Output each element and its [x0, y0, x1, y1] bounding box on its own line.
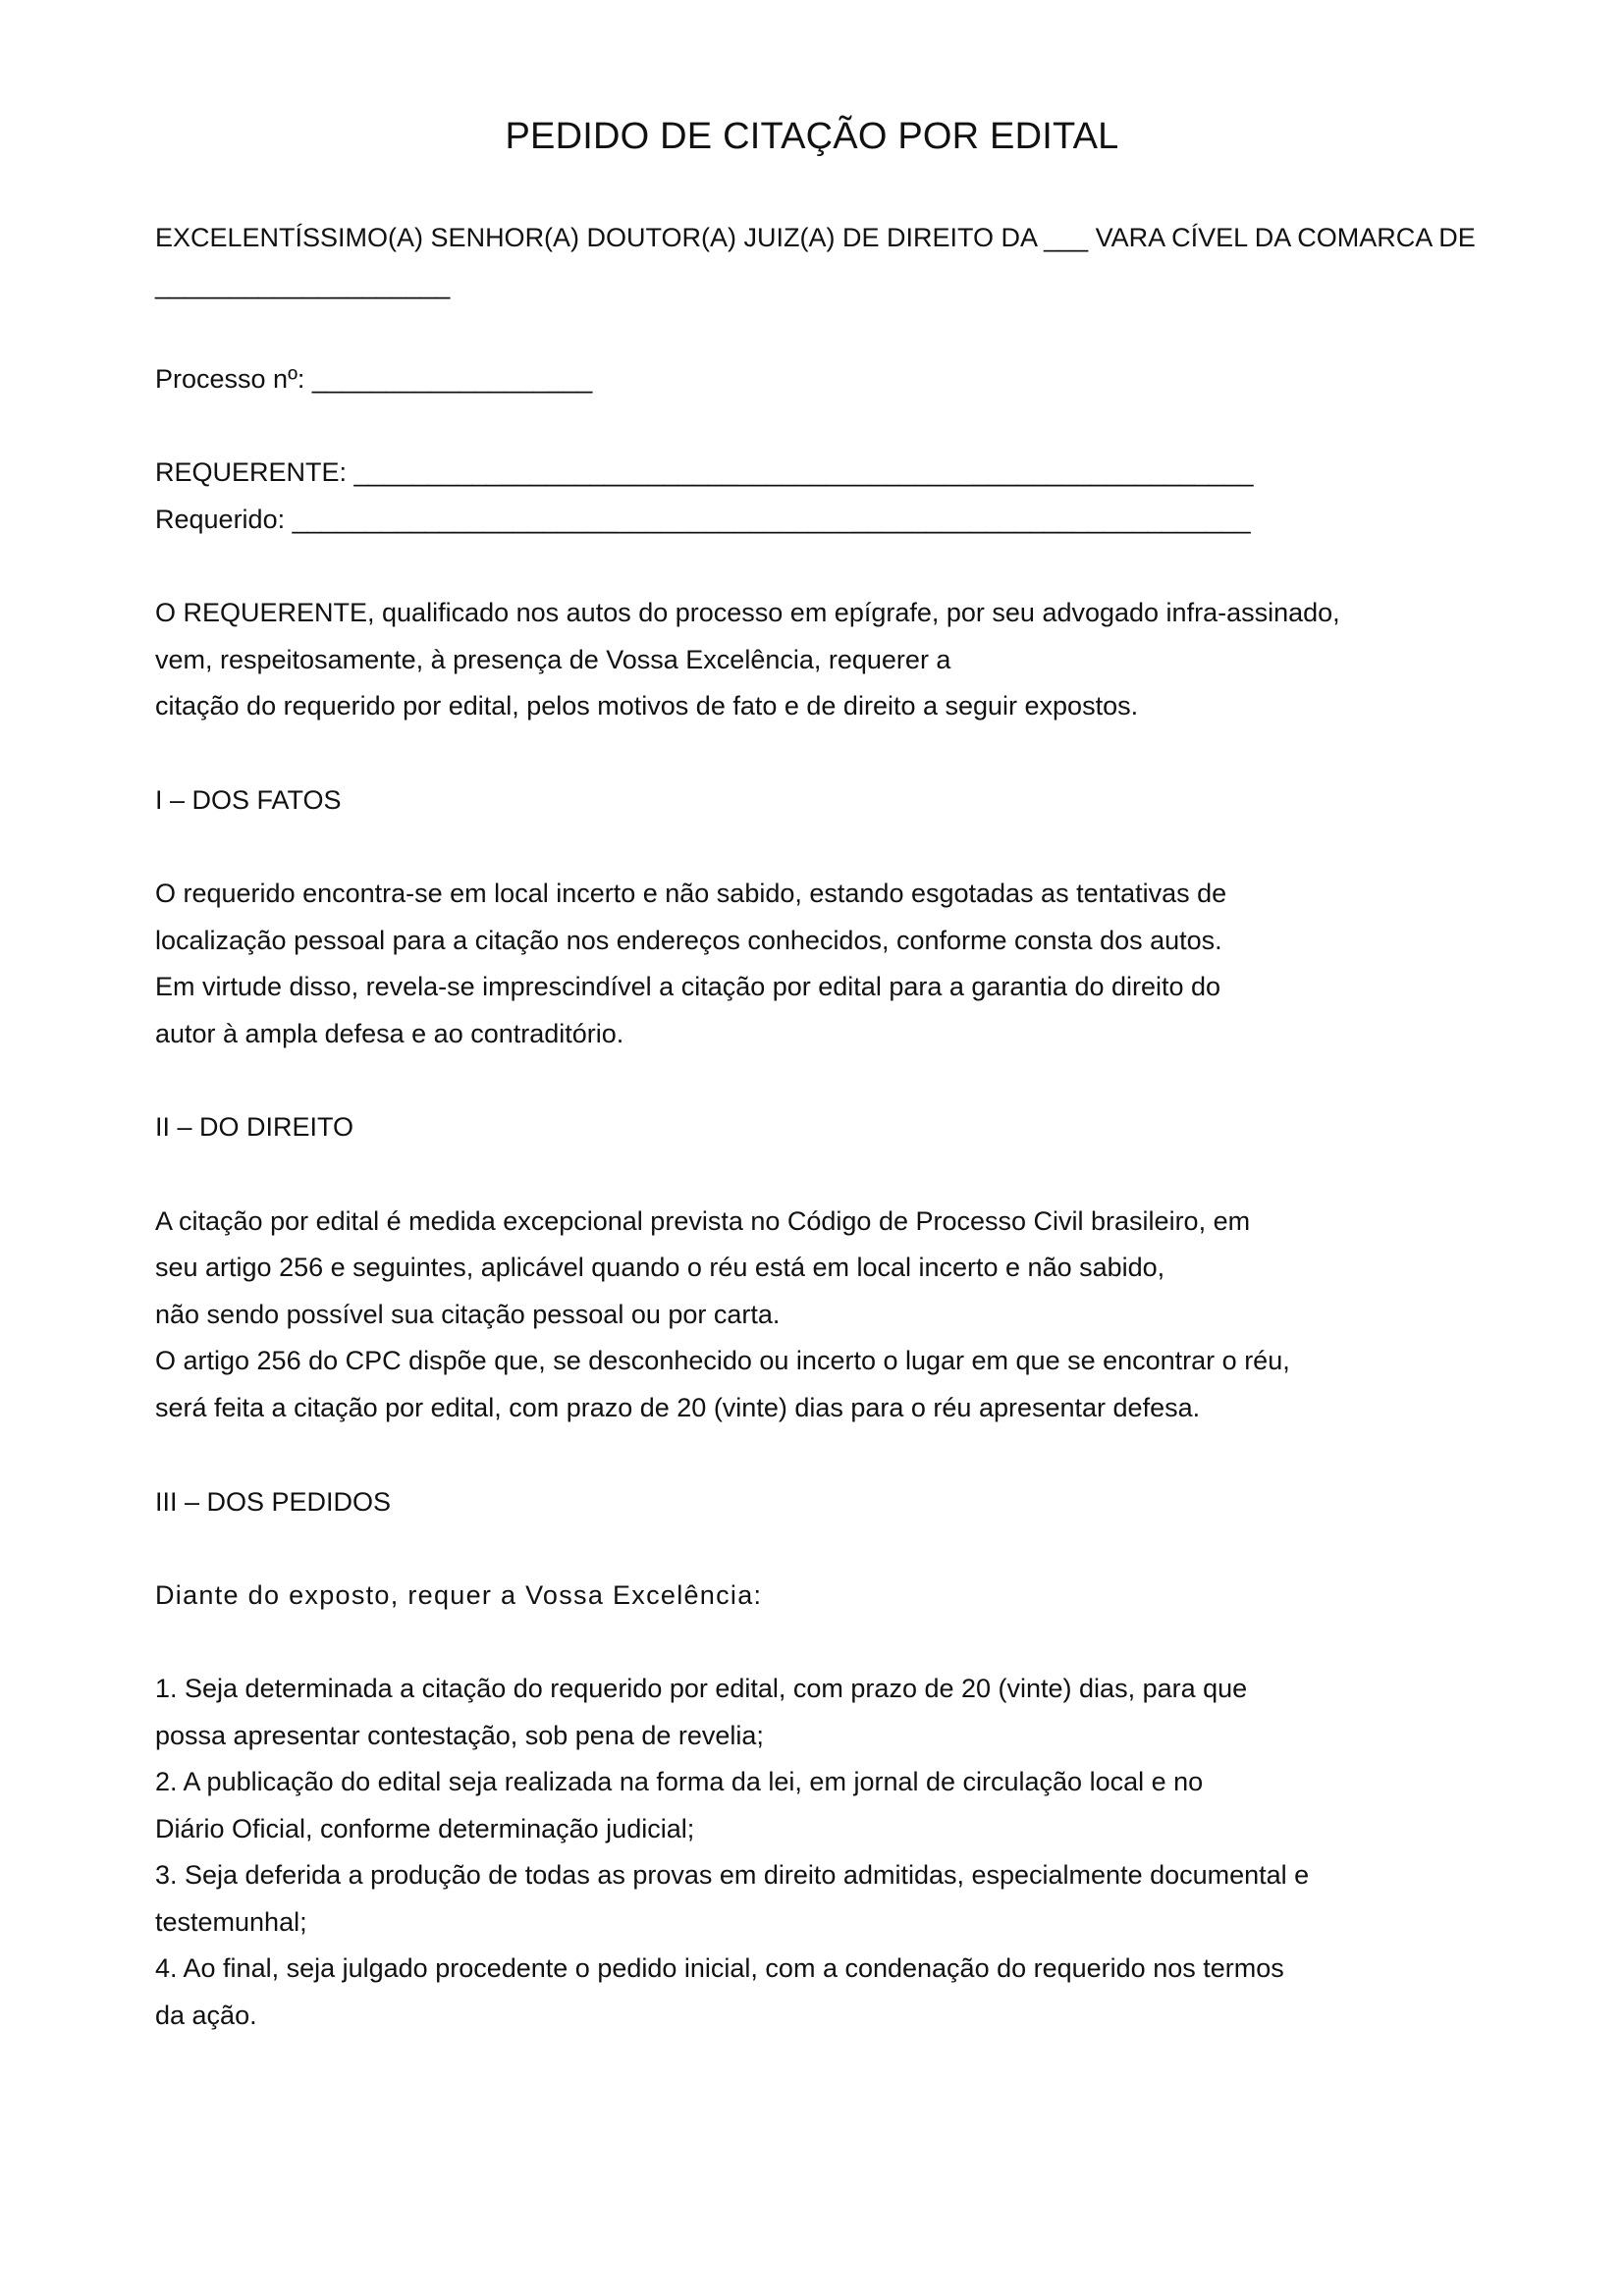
direito-paragraph-line: seu artigo 256 e seguintes, aplicável quando o réu está em local incerto e não sabido,	[155, 1253, 1165, 1282]
pedidos-list-line: possa apresentar contestação, sob pena de revelia;	[155, 1721, 764, 1750]
intro-paragraph-line: O REQUERENTE, qualificado nos autos do processo em epígrafe, por seu advogado infra-assinado,	[155, 598, 1340, 627]
requerente-line: REQUERENTE: _____________________________________________________________	[155, 457, 1254, 487]
pedidos-list-line: testemunhal;	[155, 1907, 307, 1937]
process-number-line: Processo nº: ___________________	[155, 364, 593, 394]
pedidos-list-line: 3. Seja deferida a produção de todas as provas em direito admitidas, especialmente documental e	[155, 1860, 1310, 1890]
addressee-line-1: EXCELENTÍSSIMO(A) SENHOR(A) DOUTOR(A) JUIZ(A) DE DIREITO DA ___ VARA CÍVEL DA COMARCA DE	[155, 223, 1476, 252]
addressee-line-2: ____________________	[155, 270, 451, 299]
pedidos-list-line: 1. Seja determinada a citação do requerido por edital, com prazo de 20 (vinte) dias, para que	[155, 1674, 1248, 1703]
section-heading-fatos: I – DOS FATOS	[155, 785, 342, 815]
direito-paragraph-line: será feita a citação por edital, com prazo de 20 (vinte) dias para o réu apresentar defesa.	[155, 1393, 1201, 1422]
pedidos-list-line: Diário Oficial, conforme determinação judicial;	[155, 1814, 695, 1843]
intro-paragraph-line: vem, respeitosamente, à presença de Vossa Excelência, requerer a	[155, 645, 951, 674]
intro-paragraph-line: citação do requerido por edital, pelos motivos de fato e de direito a seguir expostos.	[155, 691, 1139, 721]
section-heading-pedidos: III – DOS PEDIDOS	[155, 1487, 392, 1517]
pedidos-list-line: da ação.	[155, 2001, 257, 2030]
direito-paragraph-line: O artigo 256 do CPC dispõe que, se desconhecido ou incerto o lugar em que se encontrar o réu,	[155, 1346, 1290, 1375]
direito-paragraph-line: A citação por edital é medida excepcional prevista no Código de Processo Civil brasileiro, em	[155, 1206, 1251, 1236]
document-title: PEDIDO DE CITAÇÃO POR EDITAL	[505, 116, 1119, 157]
fatos-paragraph-line: localização pessoal para a citação nos endereços conhecidos, conforme consta dos autos.	[155, 926, 1222, 955]
section-heading-direito: II – DO DIREITO	[155, 1112, 354, 1142]
requerido-line: Requerido: _________________________________________________________________	[155, 505, 1251, 534]
pedidos-lead: Diante do exposto, requer a Vossa Excelência:	[155, 1580, 763, 1610]
fatos-paragraph-line: autor à ampla defesa e ao contraditório.	[155, 1019, 624, 1048]
fatos-paragraph-line: O requerido encontra-se em local incerto e não sabido, estando esgotadas as tentativas de	[155, 879, 1227, 908]
direito-paragraph-line: não sendo possível sua citação pessoal ou por carta.	[155, 1300, 781, 1329]
pedidos-list-line: 4. Ao final, seja julgado procedente o pedido inicial, com a condenação do requerido nos termos	[155, 1953, 1284, 1983]
fatos-paragraph-line: Em virtude disso, revela-se imprescindível a citação por edital para a garantia do direito do	[155, 972, 1221, 1001]
pedidos-list-line: 2. A publicação do edital seja realizada na forma da lei, em jornal de circulação local e no	[155, 1767, 1204, 1796]
